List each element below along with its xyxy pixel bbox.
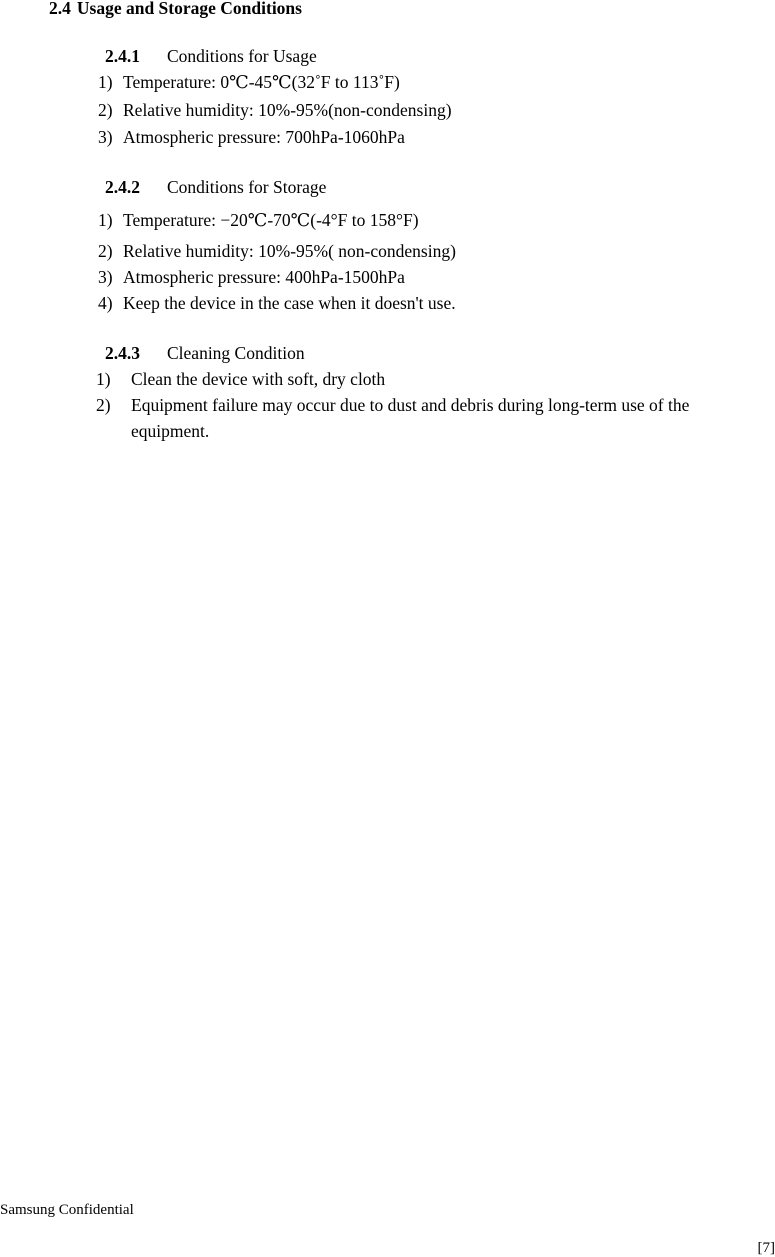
list-item bbox=[98, 267, 405, 288]
footer-confidential: Samsung Confidential bbox=[0, 1202, 134, 1218]
item-number: 2) bbox=[96, 395, 111, 415]
section-heading bbox=[49, 0, 302, 19]
subsection-heading-storage bbox=[105, 177, 326, 198]
subsection-title: Conditions for Storage bbox=[167, 177, 327, 197]
page-number: [7] bbox=[757, 1240, 775, 1256]
item-text: Atmospheric pressure: 700hPa-1060hPa bbox=[123, 127, 405, 147]
section-title: Usage and Storage Conditions bbox=[76, 0, 302, 18]
item-text: Keep the device in the case when it doesn't use. bbox=[123, 293, 456, 313]
subsection-title: Conditions for Usage bbox=[167, 46, 317, 66]
item-number: 2) bbox=[98, 100, 113, 120]
list-item bbox=[96, 369, 385, 390]
item-text: Relative humidity: 10%-95%( non-condensing) bbox=[123, 241, 456, 261]
list-item bbox=[96, 395, 689, 416]
subsection-number: 2.4.1 bbox=[105, 46, 140, 66]
list-item bbox=[98, 72, 400, 93]
item-text: Temperature: −20℃-70℃(-4°F to 158°F) bbox=[123, 210, 419, 230]
item-text: Equipment failure may occur due to dust and debris during long-term use of the bbox=[131, 395, 690, 415]
section-number: 2.4 bbox=[49, 0, 71, 18]
subsection-heading-cleaning bbox=[105, 343, 305, 364]
subsection-title: Cleaning Condition bbox=[167, 343, 305, 363]
list-item bbox=[98, 210, 419, 231]
list-item bbox=[98, 127, 405, 148]
item-text: Relative humidity: 10%-95%(non-condensing) bbox=[123, 100, 452, 120]
item-number: 3) bbox=[98, 127, 113, 147]
item-text: Temperature: 0℃-45℃(32˚F to 113˚F) bbox=[123, 72, 400, 92]
subsection-number: 2.4.2 bbox=[105, 177, 140, 197]
item-number: 4) bbox=[98, 293, 113, 313]
subsection-heading-usage bbox=[105, 46, 317, 67]
list-item bbox=[98, 100, 452, 121]
item-number: 2) bbox=[98, 241, 113, 261]
item-continuation: equipment. bbox=[131, 421, 210, 441]
item-number: 1) bbox=[96, 369, 111, 389]
subsection-number: 2.4.3 bbox=[105, 343, 140, 363]
list-item bbox=[98, 293, 456, 314]
item-number: 1) bbox=[98, 72, 113, 92]
item-number: 3) bbox=[98, 267, 113, 287]
item-number: 1) bbox=[98, 210, 113, 230]
item-text: Atmospheric pressure: 400hPa-1500hPa bbox=[123, 267, 405, 287]
list-item bbox=[98, 241, 456, 262]
item-text: Clean the device with soft, dry cloth bbox=[131, 369, 386, 389]
